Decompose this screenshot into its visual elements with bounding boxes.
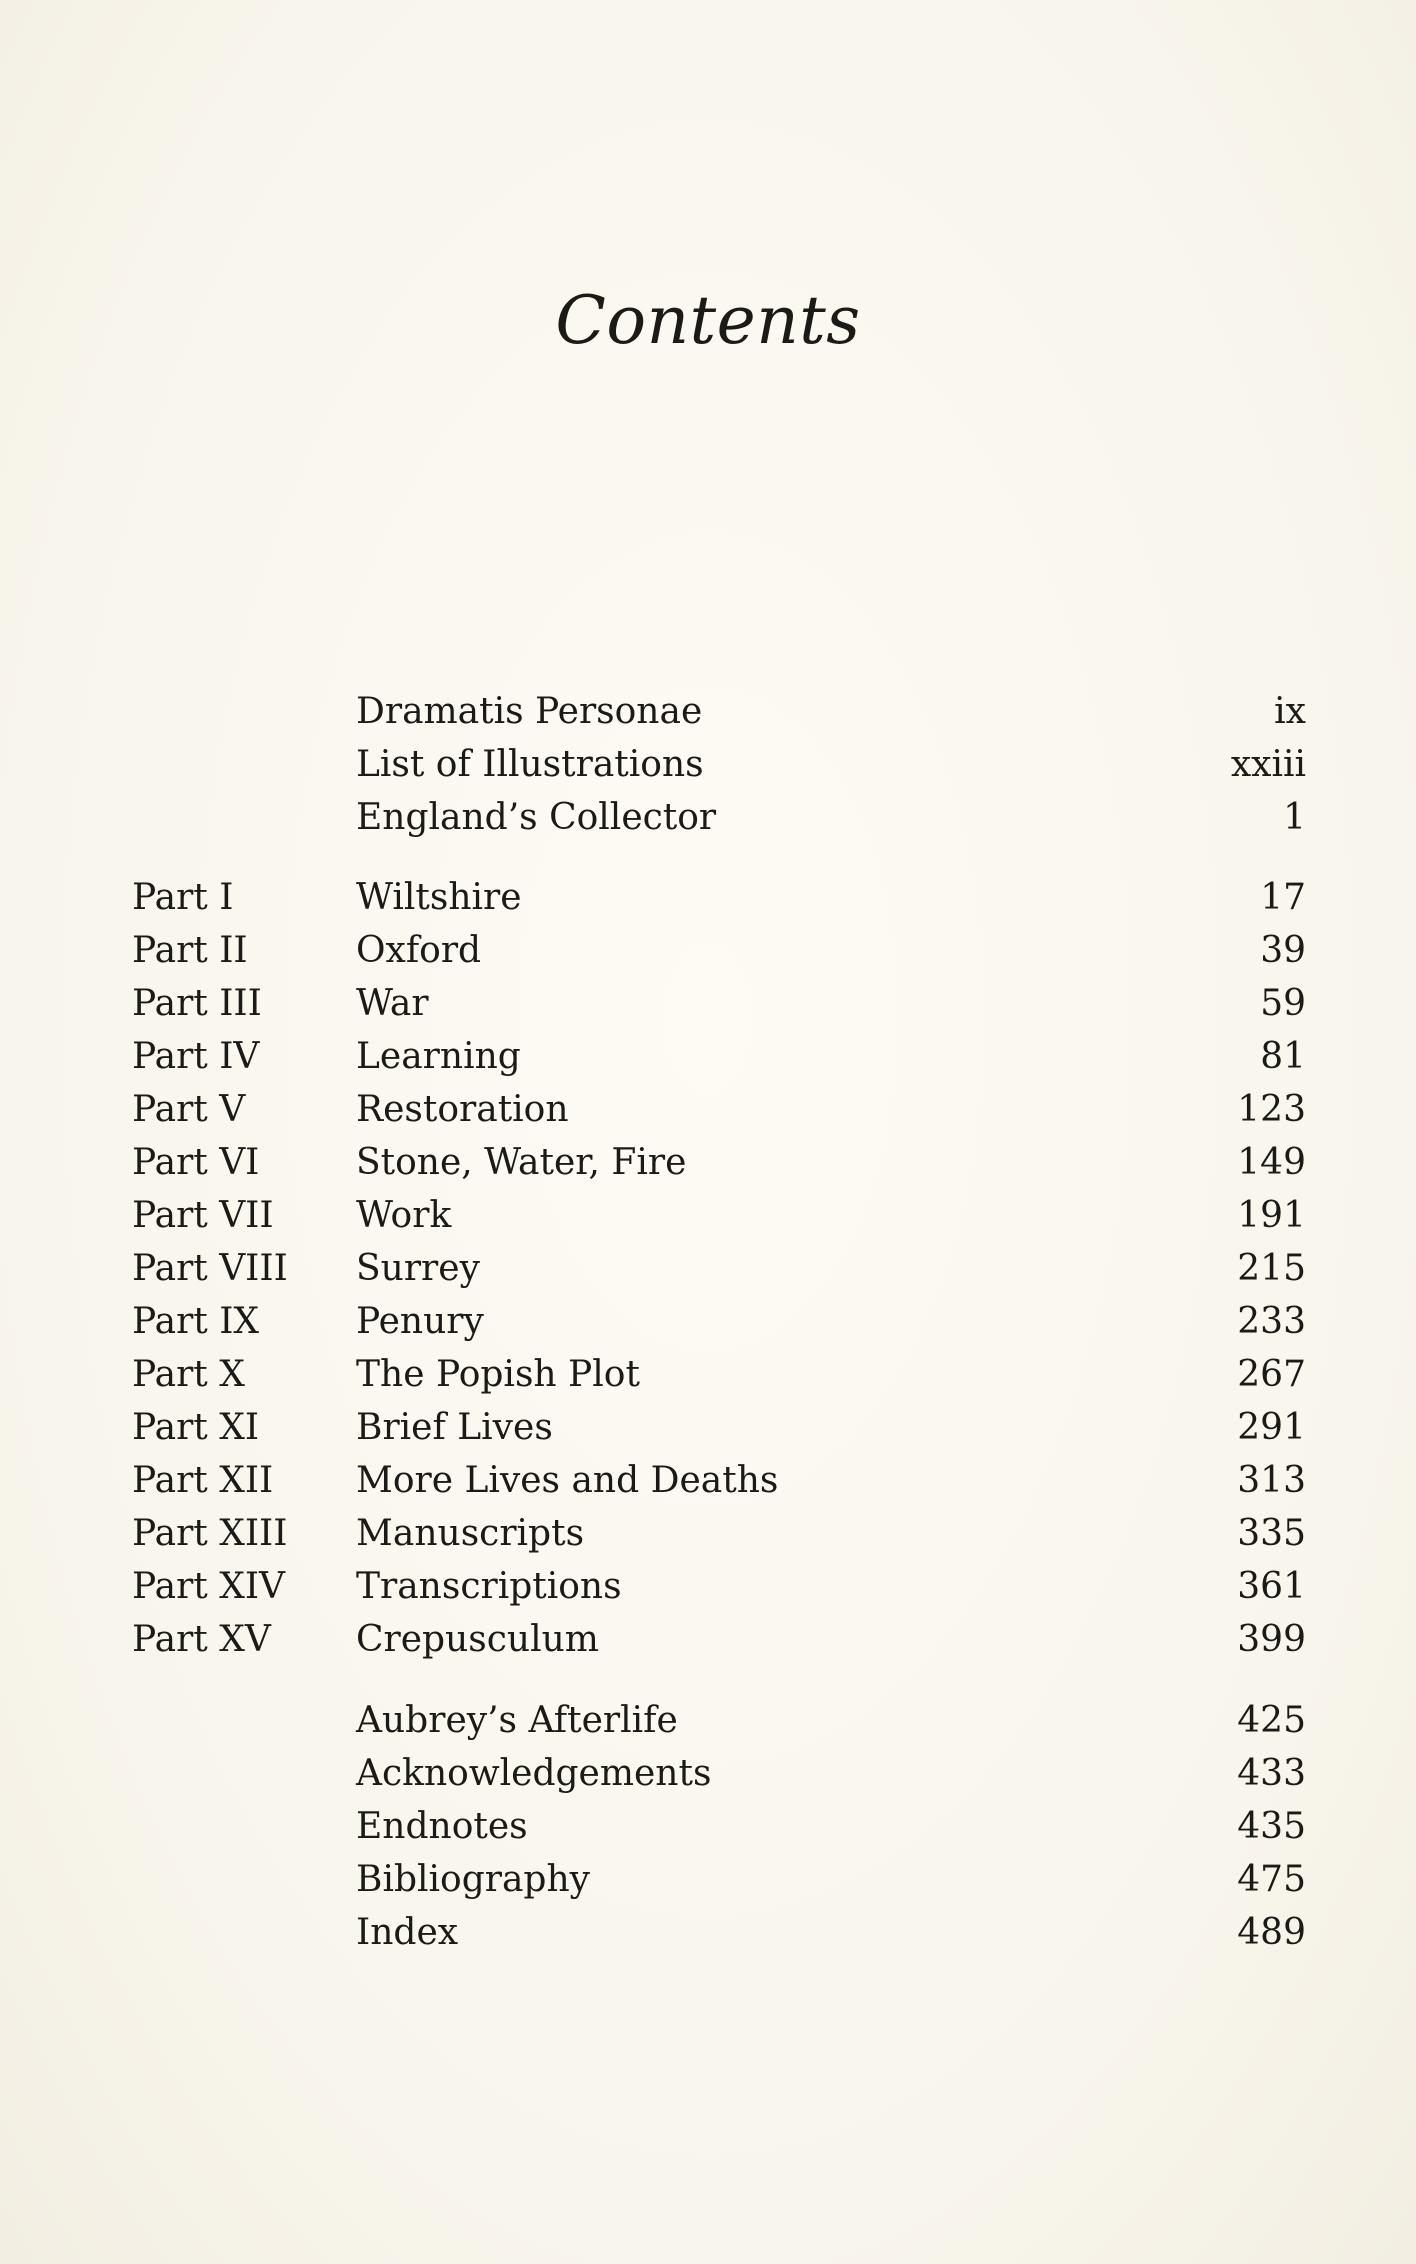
toc-entry-list-of-illustrations <box>0 739 1416 791</box>
entry-page-number: 425 <box>1237 1700 1306 1741</box>
part-label: Part XIV <box>132 1566 286 1607</box>
page-title: Contents <box>555 282 861 359</box>
toc-entry-part-11 <box>0 1402 1416 1454</box>
toc-entry-part-8 <box>0 1243 1416 1295</box>
entry-page-number: 399 <box>1237 1619 1306 1660</box>
entry-title: Index <box>356 1912 459 1953</box>
part-label: Part XIII <box>132 1513 288 1554</box>
entry-title: Aubrey’s Afterlife <box>356 1700 678 1741</box>
entry-page-number: 335 <box>1237 1513 1306 1554</box>
toc-entry-part-6 <box>0 1137 1416 1189</box>
entry-title: Surrey <box>356 1248 480 1289</box>
entry-page-number: 475 <box>1237 1859 1306 1900</box>
part-label: Part V <box>132 1089 246 1130</box>
entry-page-number: 215 <box>1237 1248 1306 1289</box>
entry-title: The Popish Plot <box>356 1354 640 1395</box>
entry-page-number: ix <box>1274 691 1306 732</box>
entry-page-number: xxiii <box>1230 744 1306 785</box>
toc-entry-aubreys-afterlife <box>0 1695 1416 1747</box>
entry-title: Crepusculum <box>356 1619 599 1660</box>
entry-page-number: 313 <box>1237 1460 1306 1501</box>
part-label: Part IV <box>132 1036 260 1077</box>
entry-page-number: 191 <box>1237 1195 1306 1236</box>
toc-entry-dramatis-personae <box>0 686 1416 738</box>
part-label: Part XI <box>132 1407 260 1448</box>
toc-entry-part-4 <box>0 1031 1416 1083</box>
part-label: Part III <box>132 983 262 1024</box>
entry-page-number: 233 <box>1237 1301 1306 1342</box>
entry-title: Stone, Water, Fire <box>356 1142 687 1183</box>
entry-page-number: 433 <box>1237 1753 1306 1794</box>
entry-title: Wiltshire <box>356 877 522 918</box>
entry-page-number: 17 <box>1260 877 1306 918</box>
toc-entry-bibliography <box>0 1854 1416 1906</box>
entry-title: Dramatis Personae <box>356 691 703 732</box>
part-label: Part VI <box>132 1142 260 1183</box>
part-label: Part VIII <box>132 1248 288 1289</box>
entry-page-number: 361 <box>1237 1566 1306 1607</box>
entry-title: Brief Lives <box>356 1407 553 1448</box>
toc-entry-part-7 <box>0 1190 1416 1242</box>
entry-title: Manuscripts <box>356 1513 585 1554</box>
toc-entry-part-13 <box>0 1508 1416 1560</box>
part-label: Part II <box>132 930 248 971</box>
toc-entry-part-9 <box>0 1296 1416 1348</box>
entry-page-number: 149 <box>1237 1142 1306 1183</box>
toc-entry-part-10 <box>0 1349 1416 1401</box>
toc-entry-part-2 <box>0 925 1416 977</box>
entry-title: Acknowledgements <box>356 1753 712 1794</box>
entry-title: War <box>356 983 429 1024</box>
entry-title: England’s Collector <box>356 797 717 838</box>
part-label: Part X <box>132 1354 245 1395</box>
part-label: Part XV <box>132 1619 271 1660</box>
toc-entry-part-12 <box>0 1455 1416 1507</box>
entry-page-number: 435 <box>1237 1806 1306 1847</box>
toc-entry-part-15 <box>0 1614 1416 1666</box>
entry-title: Restoration <box>356 1089 569 1130</box>
entry-page-number: 39 <box>1260 930 1306 971</box>
entry-page-number: 1 <box>1283 797 1306 838</box>
entry-title: List of Illustrations <box>356 744 704 785</box>
toc-entry-part-14 <box>0 1561 1416 1613</box>
toc-entry-index <box>0 1907 1416 1959</box>
entry-title: Endnotes <box>356 1806 528 1847</box>
toc-entry-part-5 <box>0 1084 1416 1136</box>
entry-title: Learning <box>356 1036 521 1077</box>
entry-title: More Lives and Deaths <box>356 1460 779 1501</box>
entry-page-number: 291 <box>1237 1407 1306 1448</box>
entry-title: Oxford <box>356 930 482 971</box>
toc-entry-endnotes <box>0 1801 1416 1853</box>
entry-page-number: 267 <box>1237 1354 1306 1395</box>
part-label: Part IX <box>132 1301 260 1342</box>
part-label: Part VII <box>132 1195 274 1236</box>
entry-title: Bibliography <box>356 1859 590 1900</box>
toc-entry-part-1 <box>0 872 1416 924</box>
toc-entry-part-3 <box>0 978 1416 1030</box>
entry-page-number: 489 <box>1237 1912 1306 1953</box>
toc-entry-englands-collector <box>0 792 1416 844</box>
entry-page-number: 123 <box>1237 1089 1306 1130</box>
entry-title: Penury <box>356 1301 484 1342</box>
entry-title: Transcriptions <box>356 1566 622 1607</box>
part-label: Part XII <box>132 1460 274 1501</box>
entry-page-number: 59 <box>1260 983 1306 1024</box>
entry-title: Work <box>356 1195 452 1236</box>
toc-entry-acknowledgements <box>0 1748 1416 1800</box>
part-label: Part I <box>132 877 234 918</box>
entry-page-number: 81 <box>1260 1036 1306 1077</box>
